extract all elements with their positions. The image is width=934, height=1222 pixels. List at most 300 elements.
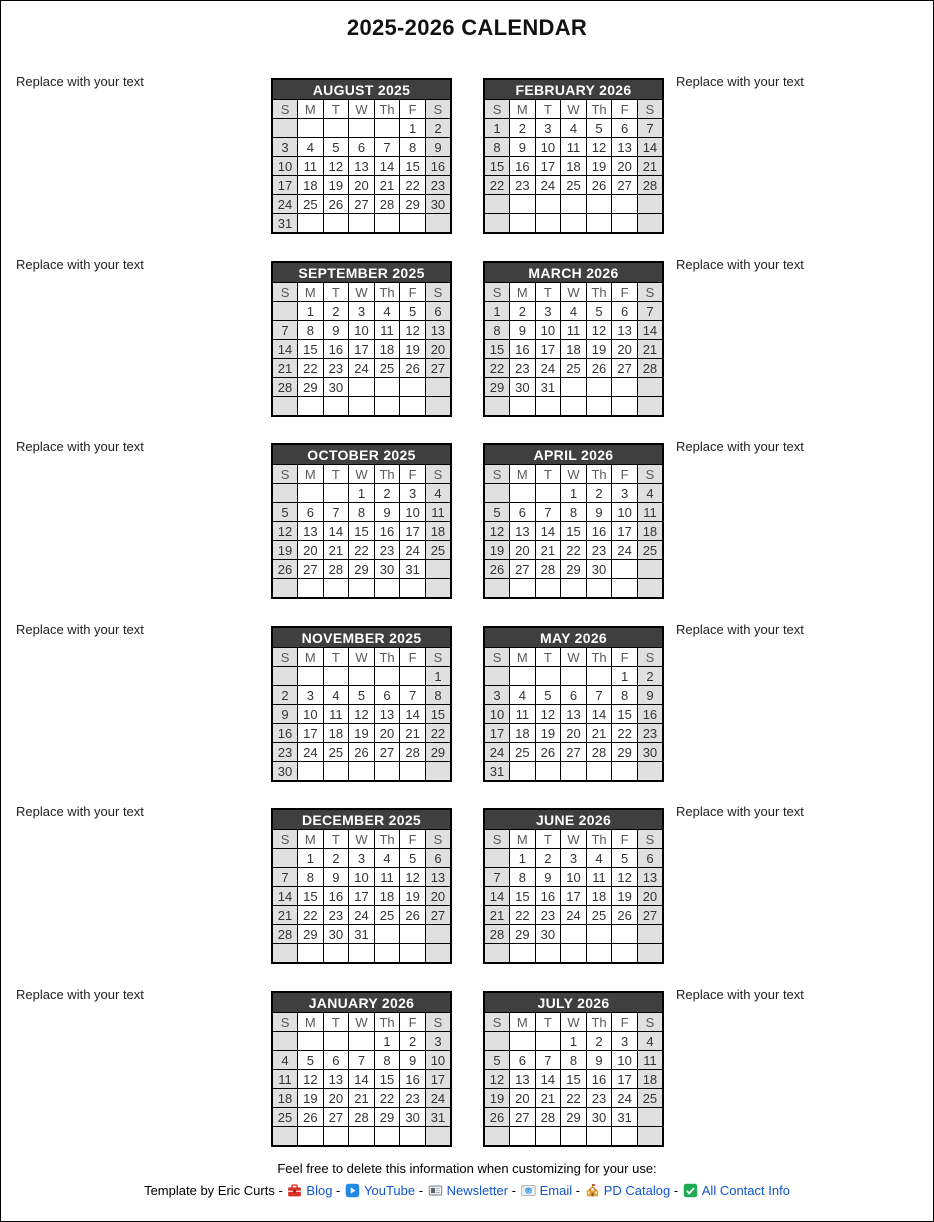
date-cell: [349, 397, 375, 417]
month-title: AUGUST 2025: [272, 79, 451, 100]
footer-link-youtube[interactable]: [344, 1183, 415, 1198]
date-cell: 18: [272, 1089, 298, 1108]
date-cell: [323, 119, 349, 138]
date-cell: 14: [637, 321, 663, 340]
month-title: FEBRUARY 2026: [484, 79, 663, 100]
date-cell: 25: [425, 541, 451, 560]
date-cell: [637, 378, 663, 397]
date-cell: [272, 667, 298, 686]
date-cell: 10: [561, 868, 587, 887]
date-cell: 3: [484, 686, 510, 705]
month-title: APRIL 2026: [484, 444, 663, 465]
day-header: Th: [586, 100, 612, 119]
calendar-row: [1, 987, 933, 1151]
footer-note: Feel free to delete this information when customizing for your use:: [277, 1161, 657, 1176]
date-cell: [400, 214, 426, 234]
month-calendar-march-2026: [483, 261, 664, 417]
date-cell: [298, 397, 324, 417]
footer-link-label: PD Catalog: [603, 1183, 671, 1198]
date-cell: [561, 925, 587, 944]
date-cell: 22: [484, 359, 510, 378]
date-cell: 16: [400, 1070, 426, 1089]
date-cell: [510, 195, 536, 214]
date-cell: 16: [510, 157, 536, 176]
day-header: W: [349, 648, 375, 667]
date-cell: 9: [374, 503, 400, 522]
date-cell: 24: [535, 359, 561, 378]
date-cell: 29: [374, 1108, 400, 1127]
date-cell: 13: [323, 1070, 349, 1089]
date-cell: 13: [374, 705, 400, 724]
date-cell: 18: [425, 522, 451, 541]
day-header: W: [561, 648, 587, 667]
date-cell: 20: [425, 340, 451, 359]
date-cell: 28: [586, 743, 612, 762]
day-header: S: [484, 830, 510, 849]
month-title: JANUARY 2026: [272, 992, 451, 1013]
date-cell: 22: [349, 541, 375, 560]
month-calendar-june-2026: [483, 808, 664, 964]
date-cell: 27: [612, 176, 638, 195]
date-cell: [586, 762, 612, 782]
date-cell: 6: [374, 686, 400, 705]
date-cell: 21: [637, 157, 663, 176]
date-cell: 24: [612, 1089, 638, 1108]
date-cell: [612, 1127, 638, 1147]
calendar-row: [1, 257, 933, 421]
date-cell: 30: [323, 925, 349, 944]
date-cell: [510, 397, 536, 417]
day-header: Th: [586, 1013, 612, 1032]
newsletter-icon: [428, 1181, 443, 1200]
footer-link-label: YouTube: [364, 1183, 416, 1198]
date-cell: 13: [425, 321, 451, 340]
date-cell: 10: [612, 1051, 638, 1070]
date-cell: 2: [586, 1032, 612, 1051]
calendar-row: [1, 74, 933, 238]
date-cell: [298, 579, 324, 599]
date-cell: [349, 579, 375, 599]
date-cell: 5: [535, 686, 561, 705]
date-cell: 31: [425, 1108, 451, 1127]
date-cell: 8: [561, 503, 587, 522]
date-cell: [535, 214, 561, 234]
date-cell: [298, 119, 324, 138]
page-title: 2025-2026 CALENDAR: [346, 15, 588, 40]
date-cell: 26: [298, 1108, 324, 1127]
footer-link-email[interactable]: [520, 1183, 573, 1198]
date-cell: 28: [637, 176, 663, 195]
date-cell: 24: [484, 743, 510, 762]
date-cell: 12: [298, 1070, 324, 1089]
date-cell: 30: [400, 1108, 426, 1127]
date-cell: 5: [400, 849, 426, 868]
day-header: W: [561, 830, 587, 849]
date-cell: [561, 195, 587, 214]
month-title: OCTOBER 2025: [272, 444, 451, 465]
day-header: T: [535, 830, 561, 849]
date-cell: 6: [349, 138, 375, 157]
date-cell: [374, 397, 400, 417]
date-cell: 8: [374, 1051, 400, 1070]
date-cell: 22: [298, 359, 324, 378]
date-cell: 15: [298, 340, 324, 359]
date-cell: [637, 925, 663, 944]
date-cell: 24: [298, 743, 324, 762]
date-cell: 13: [612, 138, 638, 157]
day-header: Th: [586, 465, 612, 484]
date-cell: 30: [272, 762, 298, 782]
date-cell: 23: [637, 724, 663, 743]
day-header: M: [298, 648, 324, 667]
footer-link-label: All Contact Info: [701, 1183, 790, 1198]
date-cell: [637, 560, 663, 579]
day-header: S: [637, 1013, 663, 1032]
date-cell: 5: [272, 503, 298, 522]
date-cell: [400, 925, 426, 944]
date-cell: 11: [637, 503, 663, 522]
date-cell: 30: [535, 925, 561, 944]
month-calendar-november-2025: [271, 626, 452, 782]
placeholder-text-left: Replace with your text: [16, 622, 144, 637]
date-cell: 30: [510, 378, 536, 397]
date-cell: 11: [561, 321, 587, 340]
date-cell: 10: [272, 157, 298, 176]
date-cell: [561, 667, 587, 686]
date-cell: 4: [586, 849, 612, 868]
date-cell: 4: [637, 1032, 663, 1051]
date-cell: 16: [323, 340, 349, 359]
date-cell: 5: [586, 302, 612, 321]
date-cell: 28: [535, 1108, 561, 1127]
date-cell: [586, 1127, 612, 1147]
date-cell: 21: [535, 1089, 561, 1108]
footer-link-newsletter[interactable]: [427, 1183, 508, 1198]
date-cell: 17: [298, 724, 324, 743]
date-cell: 25: [637, 1089, 663, 1108]
date-cell: 23: [374, 541, 400, 560]
date-cell: [323, 214, 349, 234]
calendar-row: [1, 439, 933, 603]
date-cell: 15: [510, 887, 536, 906]
date-cell: 20: [561, 724, 587, 743]
date-cell: 4: [637, 484, 663, 503]
day-header: F: [612, 648, 638, 667]
day-header: S: [425, 830, 451, 849]
date-cell: [586, 378, 612, 397]
month-calendar-december-2025: [271, 808, 452, 964]
date-cell: 26: [349, 743, 375, 762]
date-cell: [484, 397, 510, 417]
date-cell: 27: [374, 743, 400, 762]
date-cell: 3: [298, 686, 324, 705]
date-cell: 13: [425, 868, 451, 887]
date-cell: [561, 378, 587, 397]
date-cell: [484, 579, 510, 599]
date-cell: 10: [612, 503, 638, 522]
date-cell: [425, 925, 451, 944]
date-cell: 19: [612, 887, 638, 906]
date-cell: 5: [400, 302, 426, 321]
date-cell: 29: [349, 560, 375, 579]
date-cell: 22: [612, 724, 638, 743]
date-cell: 18: [374, 887, 400, 906]
date-cell: 27: [612, 359, 638, 378]
date-cell: [425, 214, 451, 234]
day-header: S: [425, 283, 451, 302]
date-cell: [425, 762, 451, 782]
date-cell: 13: [510, 522, 536, 541]
date-cell: 11: [298, 157, 324, 176]
date-cell: 9: [323, 321, 349, 340]
credit-text: Template by Eric Curts: [144, 1183, 275, 1198]
footer-link-all-contact-info[interactable]: [682, 1183, 790, 1198]
date-cell: [510, 944, 536, 964]
date-cell: 6: [612, 302, 638, 321]
date-cell: 26: [272, 560, 298, 579]
date-cell: [374, 378, 400, 397]
placeholder-text-left: Replace with your text: [16, 74, 144, 89]
date-cell: [612, 195, 638, 214]
date-cell: 3: [400, 484, 426, 503]
date-cell: [349, 762, 375, 782]
day-header: S: [637, 830, 663, 849]
day-header: W: [561, 465, 587, 484]
date-cell: 30: [425, 195, 451, 214]
date-cell: [637, 944, 663, 964]
date-cell: 14: [637, 138, 663, 157]
date-cell: 23: [323, 359, 349, 378]
date-cell: 21: [349, 1089, 375, 1108]
day-header: W: [349, 283, 375, 302]
date-cell: 23: [425, 176, 451, 195]
date-cell: 10: [535, 138, 561, 157]
day-header: F: [612, 100, 638, 119]
date-cell: [323, 397, 349, 417]
date-cell: [374, 925, 400, 944]
date-cell: 2: [374, 484, 400, 503]
day-header: T: [535, 465, 561, 484]
calendar-row: [1, 804, 933, 968]
date-cell: [561, 762, 587, 782]
date-cell: [323, 667, 349, 686]
date-cell: [561, 1127, 587, 1147]
month-calendar-october-2025: [271, 443, 452, 599]
date-cell: 10: [349, 321, 375, 340]
date-cell: 25: [510, 743, 536, 762]
date-cell: 23: [510, 359, 536, 378]
date-cell: [374, 1127, 400, 1147]
day-header: W: [349, 830, 375, 849]
date-cell: 16: [586, 522, 612, 541]
date-cell: 27: [637, 906, 663, 925]
date-cell: 16: [510, 340, 536, 359]
date-cell: 24: [349, 359, 375, 378]
date-cell: 1: [484, 119, 510, 138]
date-cell: [400, 762, 426, 782]
date-cell: 26: [535, 743, 561, 762]
date-cell: [586, 667, 612, 686]
month-calendar-july-2026: [483, 991, 664, 1147]
date-cell: 12: [400, 868, 426, 887]
date-cell: 20: [349, 176, 375, 195]
date-cell: [510, 484, 536, 503]
date-cell: 23: [586, 1089, 612, 1108]
date-cell: 17: [272, 176, 298, 195]
date-cell: [298, 762, 324, 782]
date-cell: 4: [561, 119, 587, 138]
date-cell: 5: [484, 1051, 510, 1070]
date-cell: [400, 667, 426, 686]
date-cell: [272, 484, 298, 503]
day-header: S: [272, 283, 298, 302]
date-cell: [586, 944, 612, 964]
date-cell: [425, 378, 451, 397]
date-cell: 15: [561, 522, 587, 541]
date-cell: 2: [510, 119, 536, 138]
day-header: F: [612, 830, 638, 849]
date-cell: [484, 195, 510, 214]
date-cell: 14: [349, 1070, 375, 1089]
date-cell: 4: [298, 138, 324, 157]
date-cell: 10: [425, 1051, 451, 1070]
date-cell: 4: [374, 849, 400, 868]
date-cell: 2: [272, 686, 298, 705]
date-cell: [535, 397, 561, 417]
date-cell: 12: [272, 522, 298, 541]
date-cell: 12: [586, 321, 612, 340]
date-cell: 27: [298, 560, 324, 579]
date-cell: 23: [400, 1089, 426, 1108]
date-cell: 1: [298, 849, 324, 868]
date-cell: 3: [272, 138, 298, 157]
date-cell: 19: [535, 724, 561, 743]
date-cell: [612, 925, 638, 944]
date-cell: 20: [612, 340, 638, 359]
date-cell: 5: [349, 686, 375, 705]
footer-link-blog[interactable]: [286, 1183, 332, 1198]
date-cell: 16: [586, 1070, 612, 1089]
date-cell: [298, 1127, 324, 1147]
date-cell: 20: [637, 887, 663, 906]
date-cell: 28: [484, 925, 510, 944]
date-cell: 17: [535, 340, 561, 359]
day-header: Th: [374, 283, 400, 302]
day-header: S: [272, 648, 298, 667]
date-cell: 3: [535, 302, 561, 321]
date-cell: 11: [586, 868, 612, 887]
day-header: M: [510, 465, 536, 484]
date-cell: [484, 1032, 510, 1051]
date-cell: 2: [400, 1032, 426, 1051]
date-cell: 7: [272, 868, 298, 887]
date-cell: 21: [535, 541, 561, 560]
date-cell: 16: [272, 724, 298, 743]
date-cell: [510, 1127, 536, 1147]
date-cell: [400, 579, 426, 599]
date-cell: [425, 397, 451, 417]
month-title: MAY 2026: [484, 627, 663, 648]
date-cell: 6: [298, 503, 324, 522]
date-cell: 24: [272, 195, 298, 214]
day-header: T: [323, 283, 349, 302]
date-cell: 7: [400, 686, 426, 705]
date-cell: 11: [272, 1070, 298, 1089]
date-cell: 21: [272, 359, 298, 378]
date-cell: 7: [586, 686, 612, 705]
date-cell: [612, 762, 638, 782]
date-cell: 29: [400, 195, 426, 214]
date-cell: [400, 1127, 426, 1147]
date-cell: 25: [374, 906, 400, 925]
date-cell: 31: [400, 560, 426, 579]
date-cell: [586, 925, 612, 944]
date-cell: 2: [425, 119, 451, 138]
date-cell: [612, 378, 638, 397]
date-cell: 17: [484, 724, 510, 743]
date-cell: 15: [349, 522, 375, 541]
month-title: NOVEMBER 2025: [272, 627, 451, 648]
date-cell: 28: [400, 743, 426, 762]
date-cell: [510, 214, 536, 234]
day-header: S: [425, 465, 451, 484]
date-cell: 27: [561, 743, 587, 762]
date-cell: [535, 1032, 561, 1051]
date-cell: 19: [586, 157, 612, 176]
month-calendar-january-2026: [271, 991, 452, 1147]
date-cell: [425, 579, 451, 599]
date-cell: 6: [510, 503, 536, 522]
day-header: S: [425, 1013, 451, 1032]
date-cell: 31: [272, 214, 298, 234]
check-icon: [683, 1181, 698, 1200]
date-cell: [510, 579, 536, 599]
date-cell: 7: [637, 302, 663, 321]
day-header: M: [298, 1013, 324, 1032]
date-cell: 4: [425, 484, 451, 503]
date-cell: [272, 1032, 298, 1051]
date-cell: [272, 1127, 298, 1147]
date-cell: 4: [323, 686, 349, 705]
date-cell: [637, 579, 663, 599]
date-cell: [400, 397, 426, 417]
footer: [1, 1161, 933, 1200]
date-cell: 30: [586, 1108, 612, 1127]
date-cell: 21: [484, 906, 510, 925]
footer-link-pd-catalog[interactable]: [584, 1183, 670, 1198]
date-cell: [298, 944, 324, 964]
month-calendar-april-2026: [483, 443, 664, 599]
day-header: F: [400, 283, 426, 302]
date-cell: 24: [425, 1089, 451, 1108]
date-cell: 27: [349, 195, 375, 214]
placeholder-text-right: Replace with your text: [676, 622, 804, 637]
placeholder-text-right: Replace with your text: [676, 804, 804, 819]
date-cell: 8: [561, 1051, 587, 1070]
date-cell: 11: [425, 503, 451, 522]
date-cell: 5: [323, 138, 349, 157]
date-cell: 25: [272, 1108, 298, 1127]
date-cell: [637, 1108, 663, 1127]
date-cell: 20: [425, 887, 451, 906]
date-cell: 5: [298, 1051, 324, 1070]
day-header: W: [561, 283, 587, 302]
date-cell: 1: [510, 849, 536, 868]
day-header: F: [400, 830, 426, 849]
date-cell: [323, 1127, 349, 1147]
date-cell: [374, 762, 400, 782]
date-cell: 19: [323, 176, 349, 195]
